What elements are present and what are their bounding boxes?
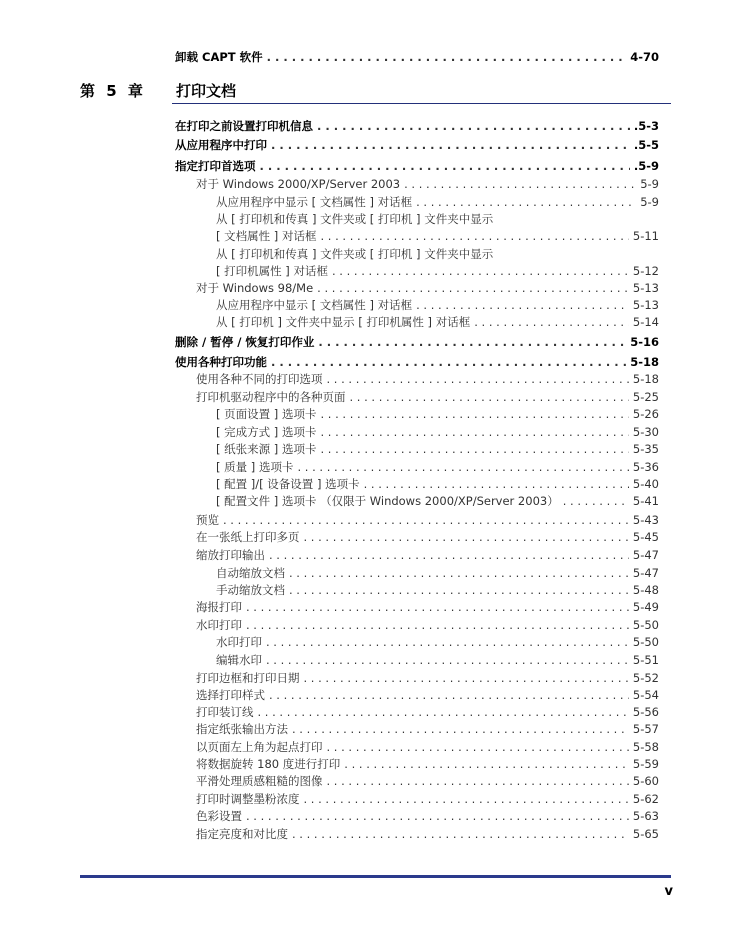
- toc-entry-title: 打印装订线: [196, 705, 254, 719]
- toc-entry-continuation[interactable]: [216, 211, 659, 228]
- toc-entry[interactable]: [216, 634, 659, 651]
- toc-entry-page: 5-56: [632, 705, 659, 719]
- toc-entry-title: 打印机驱动程序中的各种页面: [196, 390, 346, 404]
- toc-entry-title: 从 [ 打印机和传真 ] 文件夹或 [ 打印机 ] 文件夹中显示: [216, 247, 494, 261]
- toc-entry[interactable]: [216, 228, 659, 245]
- toc-entry-page: 5-36: [632, 460, 659, 474]
- dot-leader: [350, 389, 629, 406]
- toc-entry[interactable]: [196, 670, 659, 687]
- toc-entry-page: .5-5: [633, 138, 659, 152]
- toc-entry-title: [ 完成方式 ] 选项卡: [216, 425, 317, 439]
- toc-entry[interactable]: [196, 756, 659, 773]
- toc-entry[interactable]: [216, 424, 659, 441]
- toc-entry-title: 缩放打印输出: [196, 548, 265, 562]
- toc-entry-page: 5-51: [632, 653, 659, 667]
- dot-leader: [246, 599, 629, 616]
- toc-entry-title: 自动缩放文档: [216, 566, 285, 580]
- dot-leader: [304, 791, 629, 808]
- toc-entry-title: 在一张纸上打印多页: [196, 530, 300, 544]
- toc-entry-title: 从应用程序中显示 [ 文档属性 ] 对话框: [216, 195, 413, 209]
- toc-entry[interactable]: [196, 773, 659, 790]
- toc-entry-title: 将数据旋转 180 度进行打印: [196, 757, 341, 771]
- toc-entry-page: 5-30: [632, 425, 659, 439]
- toc-entry-page: 5-59: [632, 757, 659, 771]
- toc-entry[interactable]: [216, 582, 659, 599]
- toc-entry-title: 打印时调整墨粉浓度: [196, 792, 300, 806]
- toc-entry[interactable]: [216, 263, 659, 280]
- toc-entry-title: [ 质量 ] 选项卡: [216, 460, 294, 474]
- toc-entry-title: 手动缩放文档: [216, 583, 285, 597]
- toc-entry-page: 5-48: [632, 583, 659, 597]
- toc-entry-page: 5-18: [630, 355, 659, 369]
- toc-entry-title: [ 配置 ]/[ 设备设置 ] 选项卡: [216, 477, 360, 491]
- dot-leader: [364, 476, 629, 493]
- toc-entry-title: 在打印之前设置打印机信息: [175, 119, 313, 133]
- dot-leader: [246, 808, 629, 825]
- toc-entry-page: 5-45: [632, 530, 659, 544]
- toc-entry-page: 5-26: [632, 407, 659, 421]
- dot-leader: [320, 406, 628, 423]
- toc-entry-title: 水印打印: [216, 635, 262, 649]
- toc-entry[interactable]: [196, 687, 659, 704]
- toc-entry[interactable]: [196, 529, 659, 546]
- toc-entry-page: .5-3: [633, 119, 659, 133]
- dot-leader: [563, 493, 629, 510]
- toc-entry-title: 从 [ 打印机和传真 ] 文件夹或 [ 打印机 ] 文件夹中显示: [216, 212, 494, 226]
- toc-entry-page: 5-9: [640, 177, 659, 191]
- dot-leader: [304, 670, 629, 687]
- toc-entry-page: 5-12: [632, 264, 659, 278]
- toc-entry-page: 5-14: [632, 315, 659, 329]
- dot-leader: [317, 118, 630, 135]
- dot-leader: [271, 354, 626, 371]
- toc-entry-page: 5-49: [632, 600, 659, 614]
- chapter-heading: [80, 80, 670, 104]
- toc-entry[interactable]: [196, 617, 659, 634]
- toc-entry-page: 5-43: [632, 513, 659, 527]
- toc-entry-page: 5-41: [632, 494, 659, 508]
- toc-entry-title: 对于 Windows 98/Me: [196, 281, 314, 295]
- toc-entry[interactable]: [216, 441, 659, 458]
- toc-entry-page: 5-65: [632, 827, 659, 841]
- toc-entry-title: 从应用程序中打印: [175, 138, 267, 152]
- dot-leader: [266, 652, 629, 669]
- toc-entry-page: 5-57: [632, 722, 659, 736]
- toc-entry-title: 预览: [196, 513, 219, 527]
- toc-entry[interactable]: [216, 476, 659, 493]
- toc-entry-title: 打印边框和打印日期: [196, 671, 300, 685]
- dot-leader: [246, 617, 629, 634]
- toc-entry-title: 水印打印: [196, 618, 242, 632]
- toc-entry[interactable]: [175, 354, 659, 371]
- chapter-rule: [172, 103, 671, 104]
- dot-leader: [289, 565, 629, 582]
- toc-entry[interactable]: [216, 314, 659, 331]
- toc-entry-page: 5-58: [632, 740, 659, 754]
- toc-entry-title: 编辑水印: [216, 653, 262, 667]
- toc-entry[interactable]: [175, 158, 659, 175]
- toc-entry[interactable]: [196, 389, 659, 406]
- toc-entry-page: .5-9: [633, 159, 659, 173]
- dot-leader: [474, 314, 629, 331]
- dot-leader: [320, 424, 628, 441]
- toc-entry[interactable]: [196, 704, 659, 721]
- toc-entry-page: 5-16: [630, 335, 659, 349]
- page-number: v: [664, 884, 673, 899]
- toc-entry-top[interactable]: [175, 49, 659, 66]
- toc-entry-title: 选择打印样式: [196, 688, 265, 702]
- toc-entry-page: 5-9: [640, 195, 659, 209]
- toc-entry-title: [ 打印机属性 ] 对话框: [216, 264, 328, 278]
- toc-entry[interactable]: [196, 721, 659, 738]
- dot-leader: [292, 826, 629, 843]
- toc-entry-title: 从应用程序中显示 [ 文档属性 ] 对话框: [216, 298, 413, 312]
- toc-entry-page: 5-25: [632, 390, 659, 404]
- dot-leader: [416, 194, 636, 211]
- toc-entry[interactable]: [216, 652, 659, 669]
- toc-entry-title: 从 [ 打印机 ] 文件夹中显示 [ 打印机属性 ] 对话框: [216, 315, 471, 329]
- dot-leader: [304, 529, 629, 546]
- toc-entry[interactable]: [216, 297, 659, 314]
- toc-entry-page: 5-35: [632, 442, 659, 456]
- dot-leader: [271, 137, 630, 154]
- toc-entry[interactable]: [196, 599, 659, 616]
- dot-leader: [320, 228, 628, 245]
- dot-leader: [260, 158, 630, 175]
- toc-entry-title: [ 纸张来源 ] 选项卡: [216, 442, 317, 456]
- dot-leader: [318, 334, 626, 351]
- footer-rule: [80, 875, 671, 878]
- toc-entry-page: 5-54: [632, 688, 659, 702]
- dot-leader: [317, 280, 629, 297]
- toc-entry[interactable]: [175, 334, 659, 351]
- toc-entry[interactable]: [196, 826, 659, 843]
- toc-entry-continuation[interactable]: [216, 246, 659, 263]
- dot-leader: [289, 582, 629, 599]
- toc-entry[interactable]: [196, 512, 659, 529]
- dot-leader: [404, 176, 636, 193]
- dot-leader: [269, 687, 629, 704]
- dot-leader: [327, 739, 629, 756]
- toc-entry-title: 指定亮度和对比度: [196, 827, 288, 841]
- toc-entry[interactable]: [175, 118, 659, 135]
- toc-entry[interactable]: [196, 808, 659, 825]
- dot-leader: [332, 263, 629, 280]
- toc-entry-page: 5-63: [632, 809, 659, 823]
- dot-leader: [269, 547, 629, 564]
- dot-leader: [266, 634, 629, 651]
- toc-entry[interactable]: [216, 565, 659, 582]
- toc-entry-title: 海报打印: [196, 600, 242, 614]
- toc-entry-page: 5-18: [632, 372, 659, 386]
- toc-entry[interactable]: [216, 406, 659, 423]
- dot-leader: [327, 371, 629, 388]
- toc-entry[interactable]: [196, 739, 659, 756]
- toc-entry-title: 以页面左上角为起点打印: [196, 740, 323, 754]
- toc-entry-title: 对于 Windows 2000/XP/Server 2003: [196, 177, 401, 191]
- dot-leader: [320, 441, 628, 458]
- toc-entry-title: [ 文档属性 ] 对话框: [216, 229, 317, 243]
- toc-entry-page: 5-40: [632, 477, 659, 491]
- toc-entry-page: 4-70: [630, 50, 659, 64]
- toc-entry-page: 5-50: [632, 618, 659, 632]
- toc-entry-title: 删除 / 暂停 / 恢复打印作业: [175, 335, 315, 349]
- toc-entry-page: 5-47: [632, 566, 659, 580]
- toc-entry-page: 5-50: [632, 635, 659, 649]
- toc-entry[interactable]: [196, 371, 659, 388]
- chapter-title: 打印文档: [176, 82, 237, 100]
- dot-leader: [267, 49, 627, 66]
- toc-entry-page: 5-60: [632, 774, 659, 788]
- toc-entry[interactable]: [196, 547, 659, 564]
- dot-leader: [292, 721, 629, 738]
- toc-entry-title: [ 页面设置 ] 选项卡: [216, 407, 317, 421]
- dot-leader: [297, 459, 628, 476]
- chapter-number: 第 5 章: [80, 82, 146, 100]
- dot-leader: [258, 704, 629, 721]
- toc-entry-title: 色彩设置: [196, 809, 242, 823]
- toc-entry-title: 平滑处理质感粗糙的图像: [196, 774, 323, 788]
- toc-entry-title: 使用各种不同的打印选项: [196, 372, 323, 386]
- toc-entry[interactable]: [216, 194, 659, 211]
- toc-entry-page: 5-52: [632, 671, 659, 685]
- toc-entry[interactable]: [196, 176, 659, 193]
- toc-entry-page: 5-13: [632, 298, 659, 312]
- toc-entry-title: 指定纸张输出方法: [196, 722, 288, 736]
- toc-entry-title: 使用各种打印功能: [175, 355, 267, 369]
- toc-entry-title: 指定打印首选项: [175, 159, 256, 173]
- toc-entry[interactable]: [175, 137, 659, 154]
- toc-entry-page: 5-11: [632, 229, 659, 243]
- toc-entry-title: [ 配置文件 ] 选项卡 （仅限于 Windows 2000/XP/Server 2003）: [216, 494, 559, 508]
- dot-leader: [327, 773, 629, 790]
- toc-entry-title: 卸载 CAPT 软件: [175, 50, 263, 64]
- toc-entry-page: 5-47: [632, 548, 659, 562]
- toc-entry[interactable]: [216, 493, 659, 510]
- toc-entry-page: 5-13: [632, 281, 659, 295]
- dot-leader: [223, 512, 629, 529]
- toc-entry[interactable]: [196, 791, 659, 808]
- toc-entry[interactable]: [196, 280, 659, 297]
- dot-leader: [344, 756, 629, 773]
- toc-entry[interactable]: [216, 459, 659, 476]
- dot-leader: [416, 297, 629, 314]
- toc-entry-page: 5-62: [632, 792, 659, 806]
